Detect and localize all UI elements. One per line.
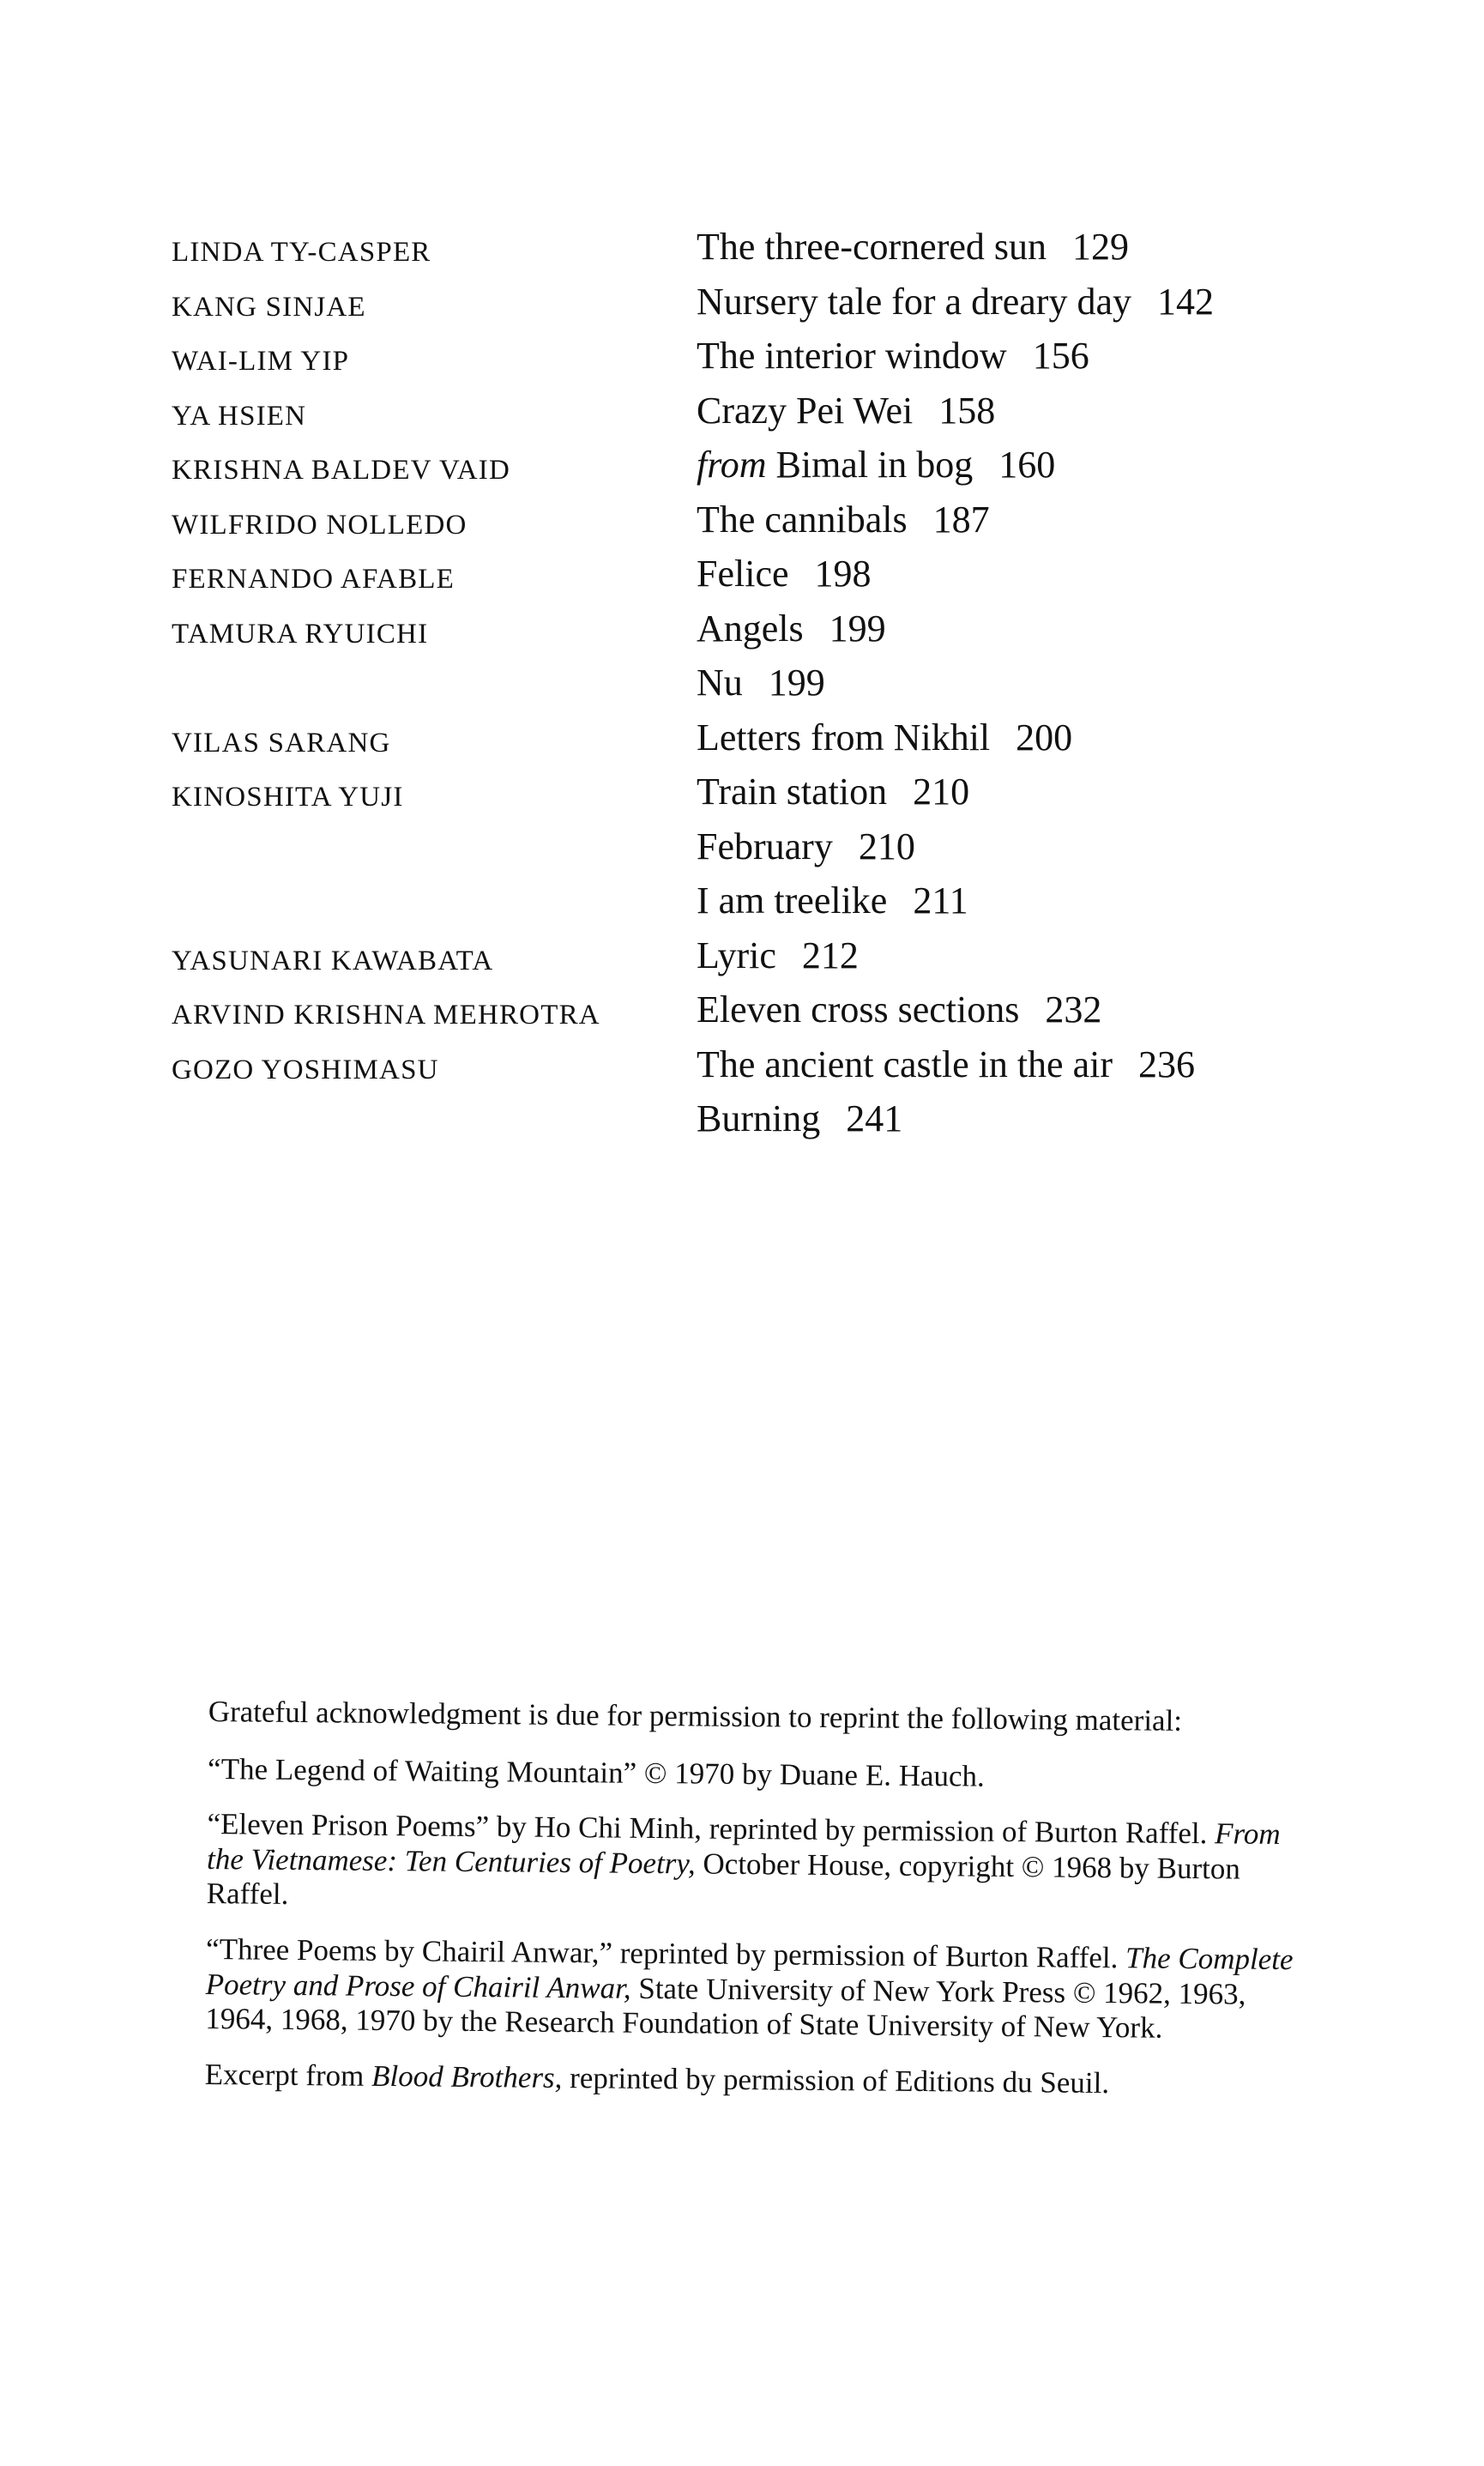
toc-page-number: 210 [913,771,970,813]
toc-entry-title: Train station [697,771,888,813]
toc-page-number: 211 [913,879,968,922]
toc-entry [697,498,990,541]
toc-page-number: 232 [1045,988,1102,1031]
ack-excerpt-text: Excerpt from [204,2057,372,2093]
toc-entry [697,825,915,868]
toc-page-number: 212 [801,934,859,976]
toc-row [172,1097,1372,1151]
toc-row [172,661,1372,716]
toc-row [172,334,1372,389]
toc-row [172,879,1372,934]
toc-page-number: 156 [1032,335,1089,377]
toc-entry-title: Angels [697,607,804,650]
toc-entry [697,443,1055,487]
toc-entry [697,1043,1195,1086]
toc-page-number: 210 [858,825,915,867]
toc-author: WILFRIDO NOLLEDO [172,509,468,541]
toc-row [172,607,1372,662]
toc-entry-title: Nu [697,662,743,704]
ack-excerpt-book-title: Blood Brothers, [371,2058,563,2094]
toc-page-number: 160 [998,444,1056,486]
ack-legend: “The Legend of Waiting Mountain” © 1970 by Duane E. Hauch. [207,1751,985,1793]
toc-entry [697,389,995,432]
toc-entry [697,988,1101,1031]
toc-entry-title: The three-cornered sun [697,226,1047,268]
toc-author: YA HSIEN [172,400,307,432]
toc-author: TAMURA RYUICHI [172,618,429,650]
toc-page-number: 129 [1072,226,1130,268]
ack-blood-brothers [205,2058,1312,2103]
toc-row [172,443,1372,498]
toc-entry [697,770,969,813]
toc-entry [697,552,872,595]
acknowledgments [204,1695,1315,2124]
toc-entry [697,716,1072,759]
toc-author: KRISHNA BALDEV VAID [172,455,511,486]
toc-row [172,389,1372,444]
toc-author: KANG SINJAE [172,291,366,323]
toc-page-number: 241 [846,1097,903,1139]
toc-row [172,825,1372,879]
toc-entry-title: Lyric [697,934,776,976]
toc-author: VILAS SARANG [172,727,391,759]
toc-row [172,498,1372,553]
toc-row [172,225,1372,280]
toc-row [172,280,1372,335]
toc-page-number: 199 [829,607,886,650]
toc-author: FERNANDO AFABLE [172,564,455,595]
toc-entry-title: Crazy Pei Wei [697,389,914,432]
toc-author: KINOSHITA YUJI [172,782,404,813]
toc-page-number: 198 [814,553,872,595]
toc-row [172,934,1372,988]
toc-row [172,1043,1372,1097]
ack-chairil-anwar [205,1932,1312,2047]
ack-prison-book-title: From the Vietnamese: Ten Centuries of Poetry, [206,1816,1281,1881]
toc-entry [697,225,1129,269]
toc-entry-title: The ancient castle in the air [697,1043,1113,1085]
toc-entry-title: Burning [697,1097,821,1139]
toc-page-number: 187 [932,498,990,541]
toc-page-number: 200 [1016,716,1073,759]
ack-anwar-book-title: The Complete Poetry and Prose of Chairil Anwar, [205,1941,1294,2005]
toc-entry [697,1097,902,1140]
toc-entry-title: Nursery tale for a dreary day [697,280,1131,323]
toc-author: LINDA TY-CASPER [172,237,431,268]
toc-entry-title: The cannibals [697,498,908,541]
ack-prison-copyright: October House, copyright © 1968 by Burton Raffel. [206,1846,1241,1912]
toc-row [172,770,1372,825]
toc-page-number: 142 [1156,280,1214,323]
toc-page-number: 158 [938,389,996,432]
toc-entry-title: Felice [697,553,789,595]
toc-entry [697,661,825,704]
toc-entry-prefix: from [697,444,767,486]
ack-anwar-text: “Three Poems by Chairil Anwar,” reprinted by permission of Burton Raffel. [205,1931,1126,1975]
ack-prison-text: “Eleven Prison Poems” by Ho Chi Minh, reprinted by permission of Burton Raffel. [207,1807,1216,1851]
ack-anwar-copyright: State University of New York Press © 1962, 1963, 1964, 1968, 1970 by the Research Foundation of State University of New York. [205,1971,1246,2045]
toc-entry [697,879,968,922]
toc-entry-title: I am treelike [697,879,888,922]
toc-entry-title: Bimal in bog [775,444,974,486]
toc-page-number: 199 [768,662,825,704]
toc-author: WAI-LIM YIP [172,346,350,377]
toc-page-number: 236 [1138,1043,1195,1085]
ack-excerpt-permission: reprinted by permission of Editions du Seuil. [562,2060,1110,2100]
ack-prison-poems [207,1807,1314,1922]
ack-intro: Grateful acknowledgment is due for permission to reprint the following material: [208,1695,1183,1738]
toc-entry [697,934,859,977]
toc-author: ARVIND KRISHNA MEHROTRA [172,1000,600,1031]
toc-entry [697,280,1214,323]
table-of-contents [172,225,1372,1151]
toc-entry [697,334,1089,378]
toc-row [172,552,1372,607]
toc-entry-title: Letters from Nikhil [697,716,991,759]
toc-entry-title: The interior window [697,335,1007,377]
toc-entry-title: Eleven cross sections [697,988,1020,1031]
toc-author: GOZO YOSHIMASU [172,1054,439,1085]
toc-row [172,716,1372,771]
toc-entry-title: February [697,825,833,867]
toc-entry [697,607,886,650]
toc-row [172,988,1372,1043]
toc-author: YASUNARI KAWABATA [172,945,494,976]
